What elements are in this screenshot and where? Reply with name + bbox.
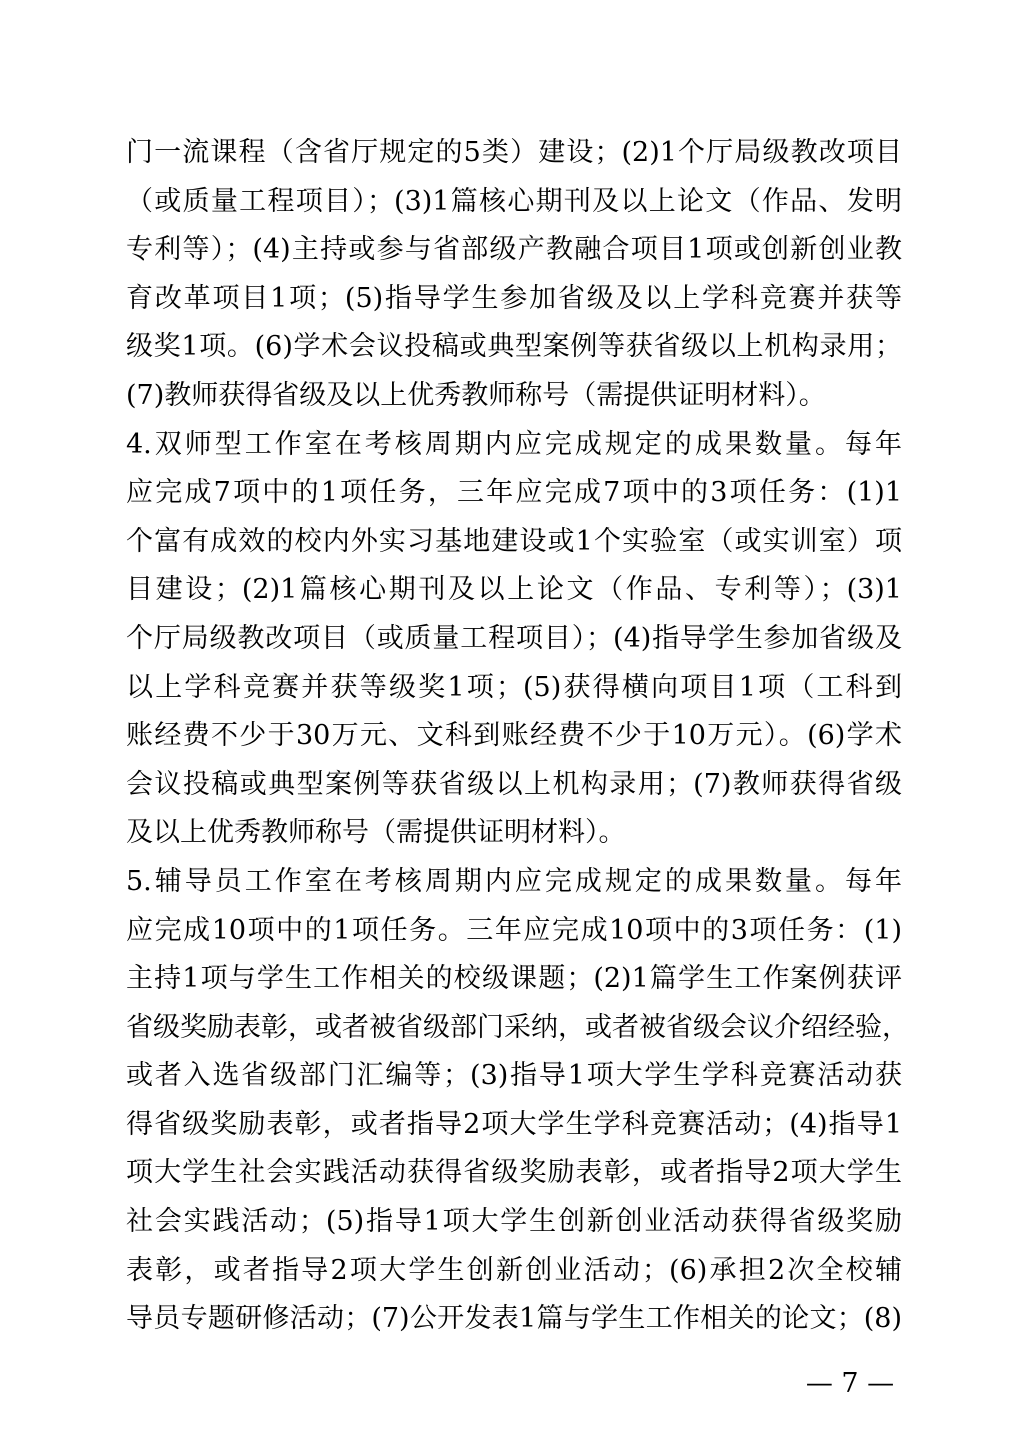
text-line: 或者入选省级部门汇编等；(3)指导1项大学生学科竞赛活动获 bbox=[126, 1060, 902, 1092]
paragraph-start-line: 5.辅导员工作室在考核周期内应完成规定的成果数量。每年 bbox=[126, 865, 902, 897]
text-line: 个厅局级教改项目（或质量工程项目）；(4)指导学生参加省级及 bbox=[126, 622, 902, 654]
text-line: 社会实践活动；(5)指导1项大学生创新创业活动获得省级奖励 bbox=[126, 1206, 902, 1238]
text-line: 个富有成效的校内外实习基地建设或1个实验室（或实训室）项 bbox=[126, 525, 902, 557]
text-line: 导员专题研修活动；(7)公开发表1篇与学生工作相关的论文；(8) bbox=[126, 1303, 902, 1335]
paragraph-start-line: 4.双师型工作室在考核周期内应完成规定的成果数量。每年 bbox=[126, 428, 902, 460]
text-line: 目建设；(2)1篇核心期刊及以上论文（作品、专利等）；(3)1 bbox=[126, 574, 902, 606]
text-line: 得省级奖励表彰，或者指导2项大学生学科竞赛活动；(4)指导1 bbox=[126, 1108, 902, 1140]
text-line: 门一流课程（含省厅规定的5类）建设；(2)1个厅局级教改项目 bbox=[126, 137, 902, 168]
text-line: （或质量工程项目）；(3)1篇核心期刊及以上论文（作品、发明 bbox=[126, 185, 902, 217]
text-line: 育改革项目1项；(5)指导学生参加省级及以上学科竞赛并获等 bbox=[126, 282, 902, 314]
text-line: 表彰，或者指导2项大学生创新创业活动；(6)承担2次全校辅 bbox=[126, 1254, 902, 1286]
page-number: — 7 — bbox=[805, 1368, 895, 1399]
text-line: 主持1项与学生工作相关的校级课题；(2)1篇学生工作案例获评 bbox=[126, 963, 902, 995]
text-line: 专利等）；(4)主持或参与省部级产教融合项目1项或创新创业教 bbox=[126, 234, 902, 266]
text-line: 级奖1项。(6)学术会议投稿或典型案例等获省级以上机构录用； bbox=[126, 331, 902, 363]
text-line: 项大学生社会实践活动获得省级奖励表彰，或者指导2项大学生 bbox=[126, 1157, 902, 1189]
text-line: 及以上优秀教师称号（需提供证明材料）。 bbox=[126, 817, 626, 849]
text-line: (7)教师获得省级及以上优秀教师称号（需提供证明材料）。 bbox=[126, 379, 826, 411]
text-line: 账经费不少于30万元、文科到账经费不少于10万元）。(6)学术 bbox=[126, 720, 902, 752]
text-line: 应完成10项中的1项任务。三年应完成10项中的3项任务：(1) bbox=[126, 914, 902, 946]
text-line: 应完成7项中的1项任务，三年应完成7项中的3项任务：(1)1 bbox=[126, 477, 902, 509]
text-line: 省级奖励表彰，或者被省级部门采纳，或者被省级会议介绍经验， bbox=[126, 1011, 909, 1043]
document-body bbox=[126, 129, 909, 1344]
text-line: 会议投稿或典型案例等获省级以上机构录用；(7)教师获得省级 bbox=[126, 768, 902, 800]
text-line: 以上学科竞赛并获等级奖1项；(5)获得横向项目1项（工科到 bbox=[126, 671, 902, 703]
